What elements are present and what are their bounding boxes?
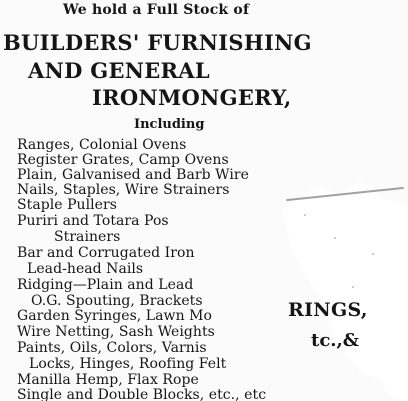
torn-paper-area (282, 181, 408, 401)
paper-speck (334, 237, 336, 239)
list-item: Ridging—Plain and Lead (17, 277, 194, 293)
list-item: Manilla Hemp, Flax Rope (17, 372, 199, 388)
list-item: Bar and Corrugated Iron (17, 245, 195, 261)
list-item: Lead-head Nails (27, 261, 144, 277)
paper-speck (372, 253, 374, 255)
paper-speck (304, 214, 306, 216)
including-heading: Including (134, 117, 205, 132)
list-item: Locks, Hinges, Roofing Felt (29, 356, 227, 372)
list-item: O.G. Spouting, Brackets (31, 293, 203, 309)
list-item: Paints, Oils, Colors, Varnis (17, 340, 207, 356)
stock-intro: We hold a Full Stock of (63, 2, 250, 18)
list-item: Plain, Galvanised and Barb Wire (17, 167, 249, 183)
list-item: Ranges, Colonial Ovens (17, 137, 187, 153)
list-item: Staple Pullers (17, 197, 117, 213)
fragment-etc: tc.,& (311, 330, 360, 351)
paper-speck (352, 286, 354, 288)
headline-and-general: AND GENERAL (28, 58, 210, 83)
list-item: Strainers (54, 229, 121, 245)
list-item: Wire Netting, Sash Weights (17, 324, 215, 340)
list-item: Single and Double Blocks, etc., etc (17, 387, 267, 401)
list-item: Register Grates, Camp Ovens (17, 152, 229, 168)
list-item: Garden Syringes, Lawn Mo (17, 308, 213, 324)
headline-builders-furnishing: BUILDERS' FURNISHING (3, 30, 312, 55)
list-item: Nails, Staples, Wire Strainers (17, 182, 230, 198)
fragment-rings: RINGS, (288, 299, 368, 321)
list-item: Puriri and Totara Pos (17, 213, 169, 229)
headline-ironmongery: IRONMONGERY, (92, 85, 292, 110)
